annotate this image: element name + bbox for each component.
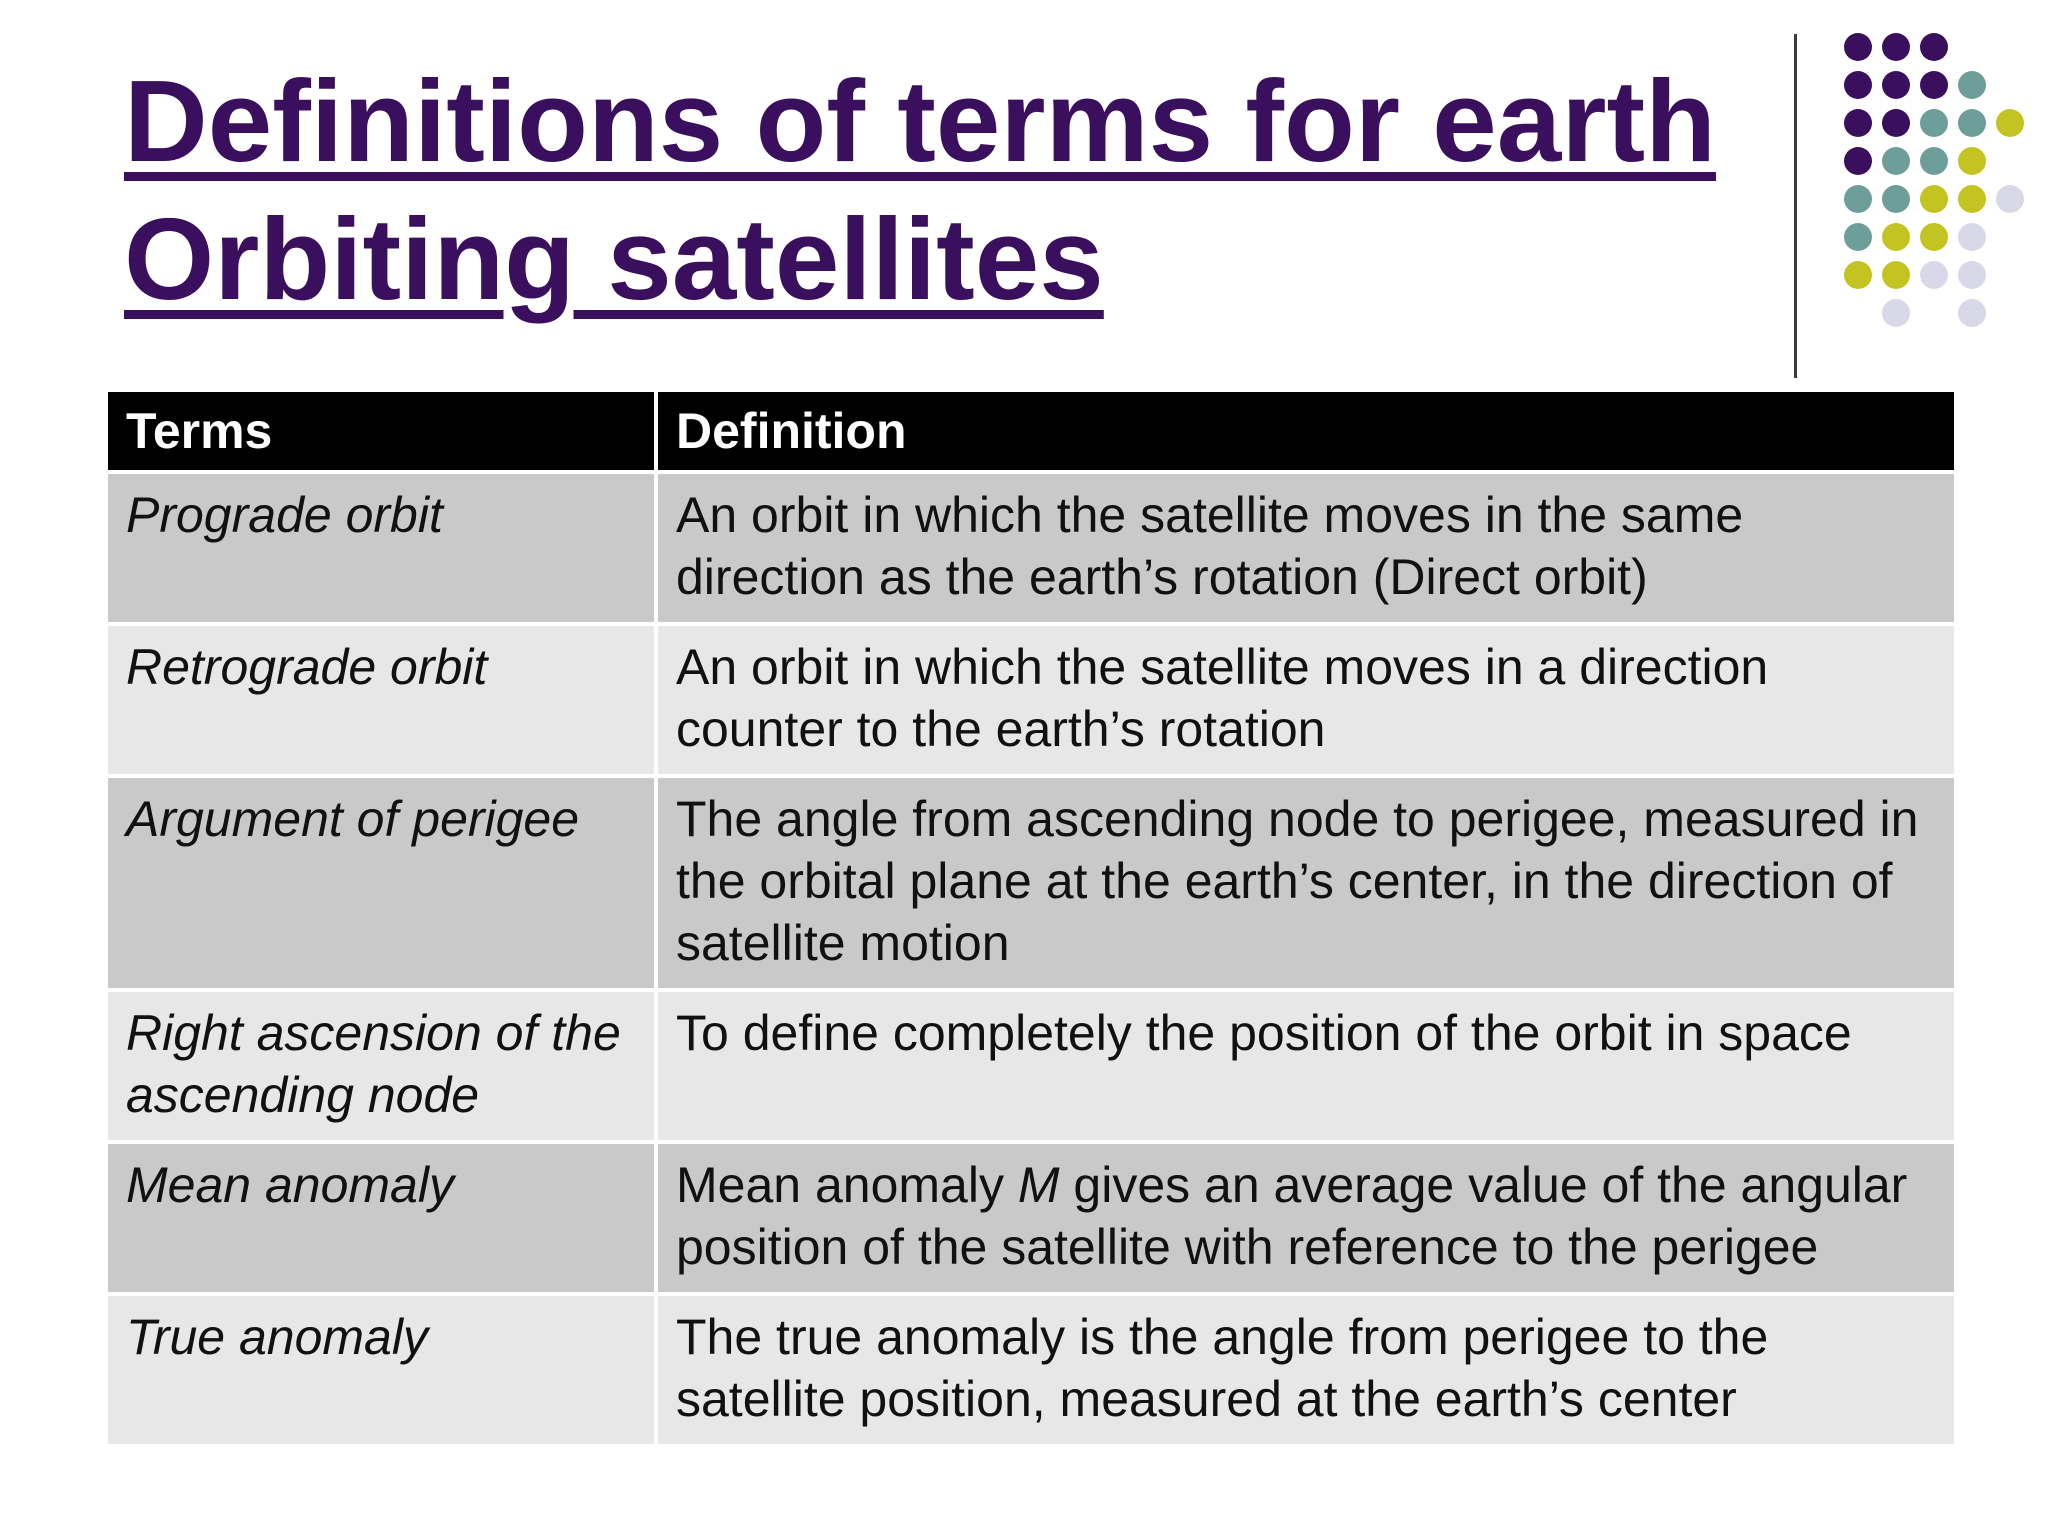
header-definition: Definition bbox=[656, 390, 1956, 472]
table-row bbox=[106, 990, 1956, 1142]
decorative-dot bbox=[1882, 261, 1910, 289]
slide-title bbox=[124, 52, 1724, 328]
decorative-dot bbox=[1844, 223, 1872, 251]
term-cell: Right ascension of the ascending node bbox=[106, 990, 656, 1142]
decorative-dot bbox=[1958, 71, 1986, 99]
decorative-dot bbox=[1958, 147, 1986, 175]
term-cell: Mean anomaly bbox=[106, 1142, 656, 1294]
decorative-dot bbox=[1844, 109, 1872, 137]
decorative-dot bbox=[1958, 185, 1986, 213]
table-row bbox=[106, 776, 1956, 990]
definition-cell: To define completely the position of the orbit in space bbox=[656, 990, 1956, 1142]
decorative-dot bbox=[1920, 261, 1948, 289]
table-row bbox=[106, 1294, 1956, 1446]
mean-anomaly-symbol: M bbox=[1017, 1157, 1060, 1213]
decorative-dot bbox=[1882, 71, 1910, 99]
decorative-dot bbox=[1882, 185, 1910, 213]
decorative-dot bbox=[1996, 109, 2024, 137]
decorative-dot bbox=[1958, 223, 1986, 251]
decorative-dot bbox=[1882, 299, 1910, 327]
term-cell: Retrograde orbit bbox=[106, 624, 656, 776]
header-terms: Terms bbox=[106, 390, 656, 472]
decorative-dot bbox=[1882, 109, 1910, 137]
decorative-dot bbox=[1920, 223, 1948, 251]
table-row bbox=[106, 472, 1956, 624]
table-row bbox=[106, 1142, 1956, 1294]
term-cell: Argument of perigee bbox=[106, 776, 656, 990]
definitions-table bbox=[104, 388, 1958, 1448]
table-row bbox=[106, 624, 1956, 776]
decorative-divider bbox=[1794, 34, 1797, 378]
slide-title-line-2: Orbiting satellites bbox=[124, 194, 1104, 324]
decorative-dot bbox=[1844, 261, 1872, 289]
definition-text-post: gives an average value of the angular position of the satellite with reference to the perigee bbox=[676, 1157, 1908, 1275]
decorative-dot bbox=[1844, 33, 1872, 61]
definition-cell: The angle from ascending node to perigee, measured in the orbital plane at the earth’s center, in the direction of satellite motion bbox=[656, 776, 1956, 990]
definition-cell bbox=[656, 1142, 1956, 1294]
decorative-dot bbox=[1882, 223, 1910, 251]
decorative-dot bbox=[1996, 185, 2024, 213]
decorative-dot bbox=[1920, 109, 1948, 137]
decorative-dot bbox=[1920, 147, 1948, 175]
definition-cell: The true anomaly is the angle from perigee to the satellite position, measured at the earth’s center bbox=[656, 1294, 1956, 1446]
decorative-dot bbox=[1844, 185, 1872, 213]
decorative-dot bbox=[1920, 185, 1948, 213]
table-header-row bbox=[106, 390, 1956, 472]
decorative-dot bbox=[1958, 109, 1986, 137]
decorative-dot bbox=[1958, 261, 1986, 289]
term-cell: Prograde orbit bbox=[106, 472, 656, 624]
decorative-dot bbox=[1844, 71, 1872, 99]
decorative-dot bbox=[1958, 299, 1986, 327]
decorative-dot bbox=[1882, 147, 1910, 175]
term-cell: True anomaly bbox=[106, 1294, 656, 1446]
definition-cell: An orbit in which the satellite moves in the same direction as the earth’s rotation (Direct orbit) bbox=[656, 472, 1956, 624]
slide-title-line-1: Definitions of terms for earth bbox=[124, 56, 1716, 186]
decorative-dot bbox=[1882, 33, 1910, 61]
decorative-dot bbox=[1920, 33, 1948, 61]
definition-text-pre: Mean anomaly bbox=[676, 1157, 1018, 1213]
definition-cell: An orbit in which the satellite moves in a direction counter to the earth’s rotation bbox=[656, 624, 1956, 776]
decorative-dot bbox=[1844, 147, 1872, 175]
decorative-dot bbox=[1920, 71, 1948, 99]
